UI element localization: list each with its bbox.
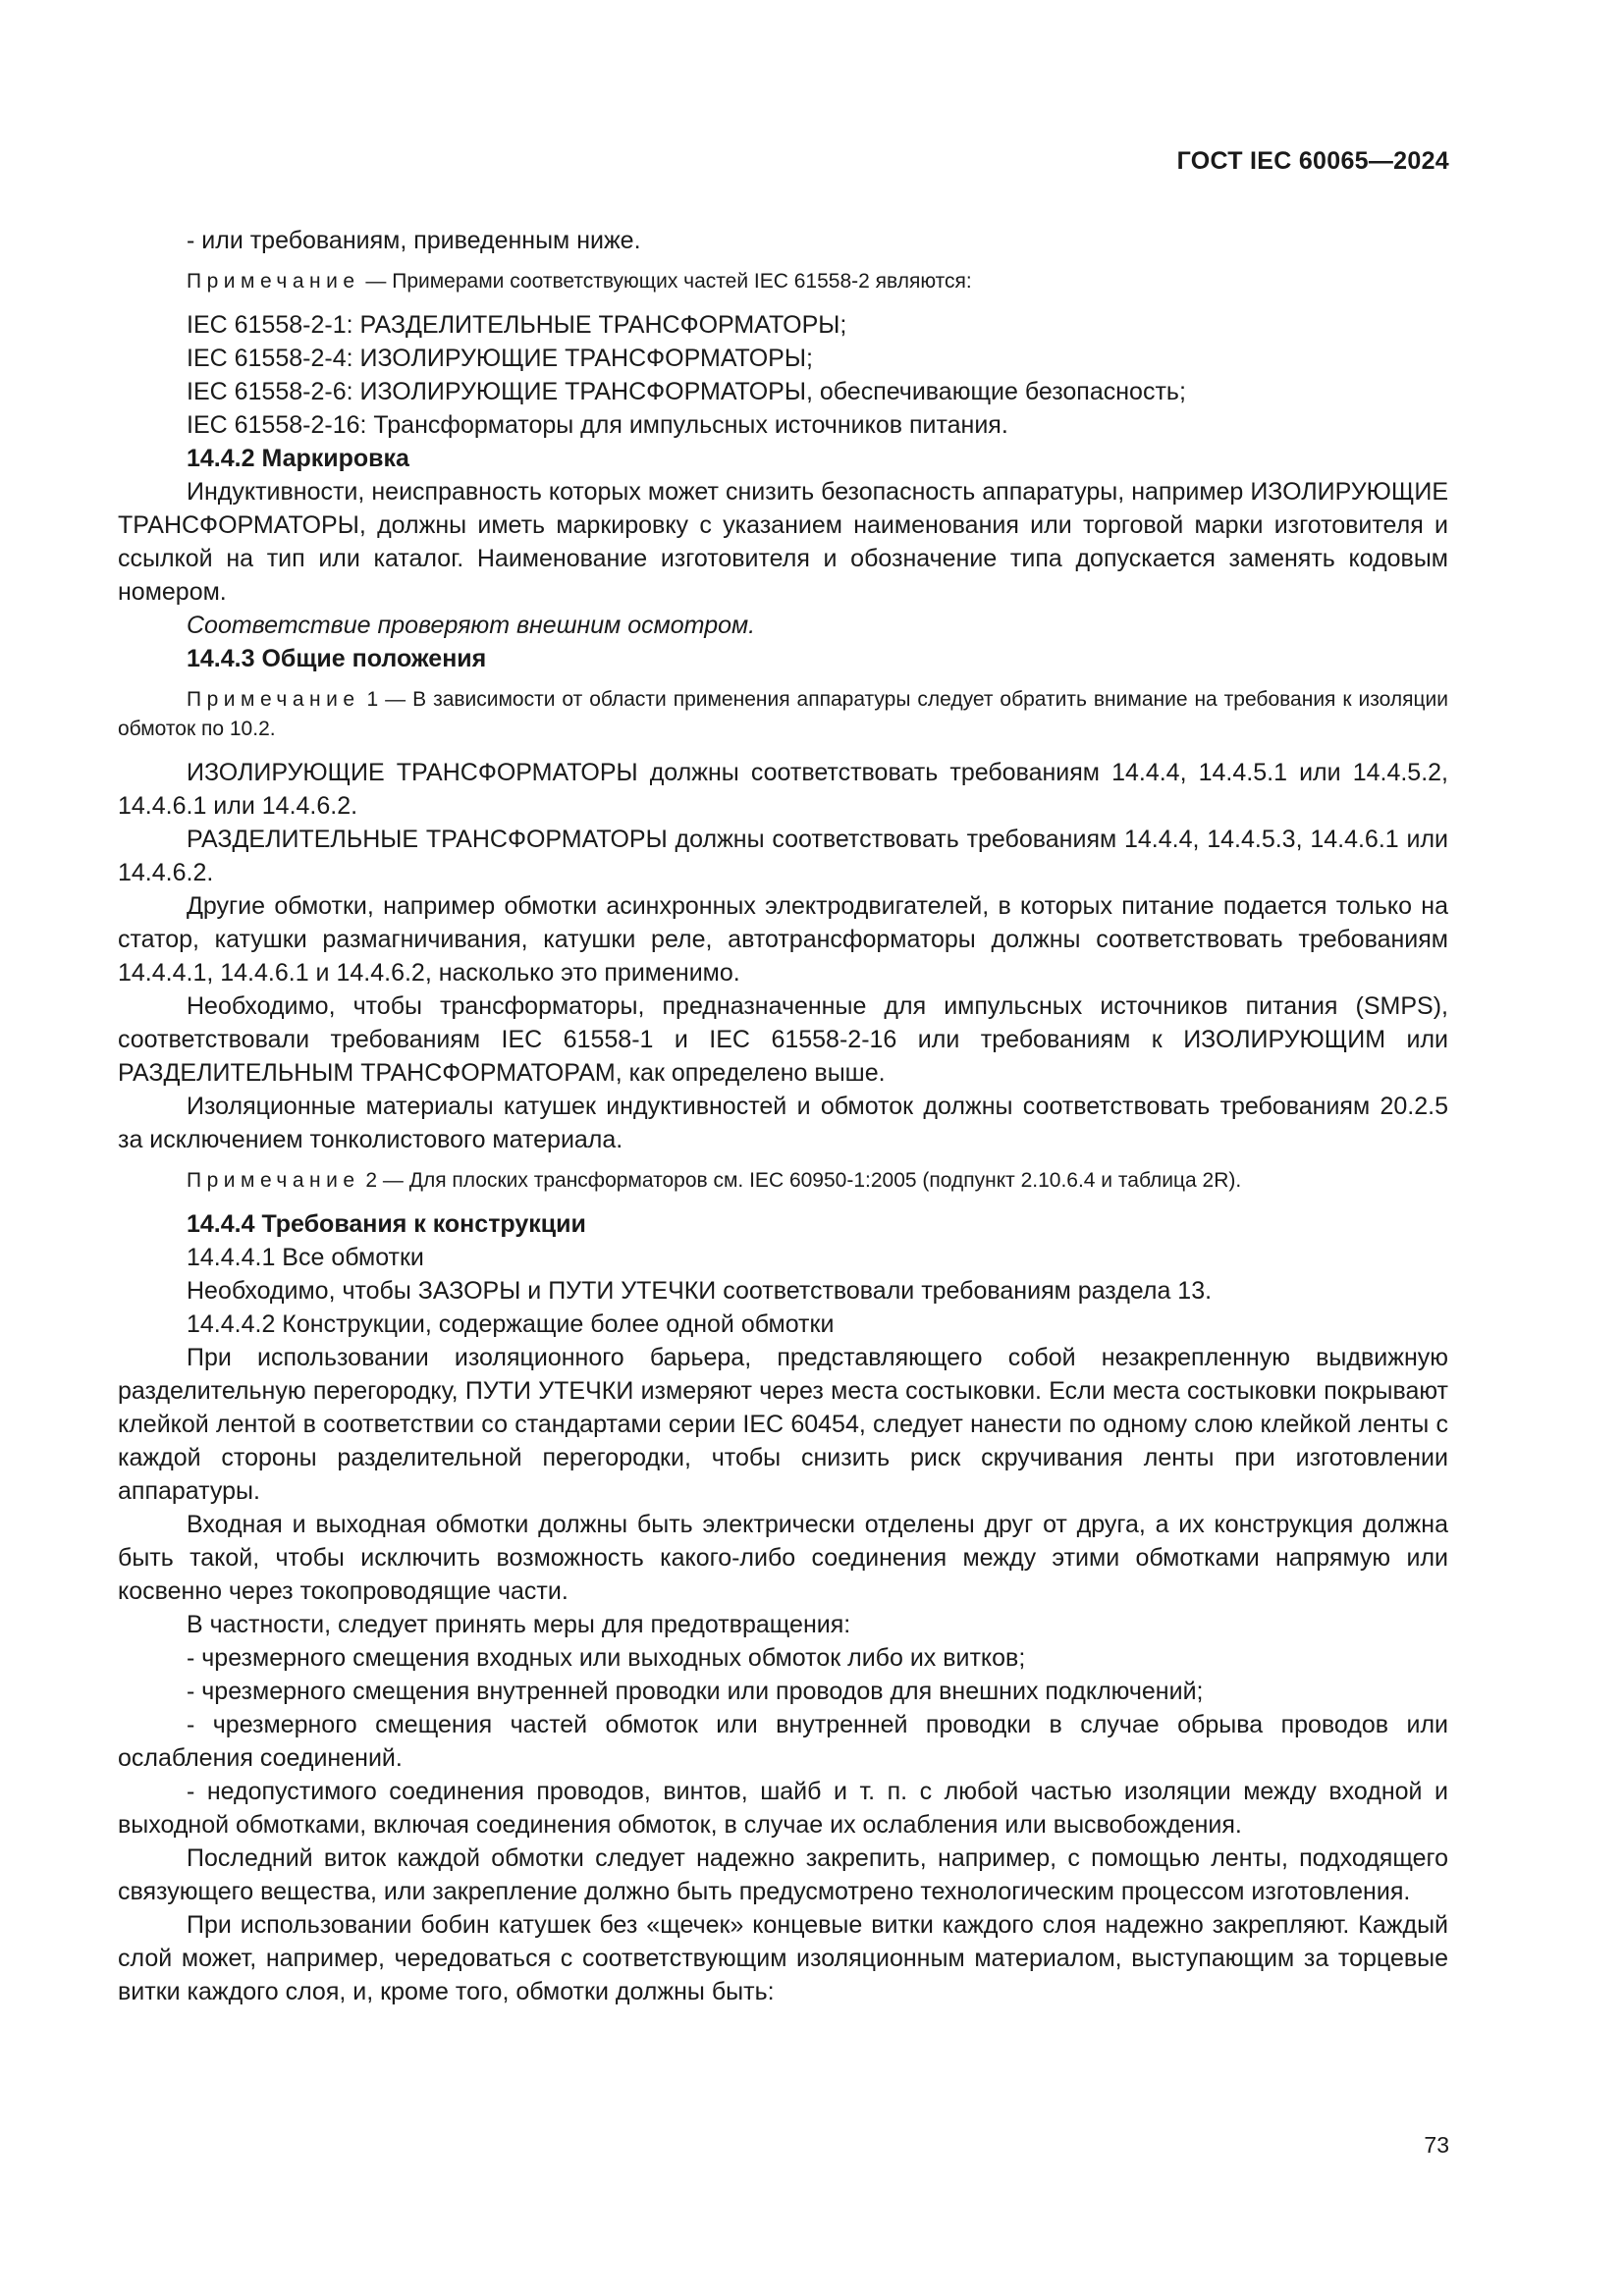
note	[118, 1166, 1448, 1196]
paragraph: В частности, следует принять меры для предотвращения:	[187, 1611, 851, 1638]
list-item: IEC 61558-2-4: ИЗОЛИРУЮЩИЕ ТРАНСФОРМАТОРЫ;	[187, 345, 813, 372]
paragraph: При использовании бобин катушек без «щечек» концевые витки каждого слоя надежно закрепляют. Каждый слой может, например, чередоваться с соответствующим изоляционным материалом, выступающим за торцевые витки каждого слоя, и, кроме того, обмотки должны быть:	[118, 1911, 1448, 2005]
paragraph: Изоляционные материалы катушек индуктивностей и обмоток должны соответствовать требованиям 20.2.5 за исключением тонколистового материала.	[118, 1093, 1448, 1153]
note-label: Примечание	[187, 1169, 360, 1192]
section-heading-14-4-4: 14.4.4 Требования к конструкции	[187, 1210, 586, 1238]
section-heading-14-4-3: 14.4.3 Общие положения	[187, 645, 487, 672]
note	[118, 267, 1448, 296]
note-label: Примечание	[187, 688, 360, 711]
paragraph: При использовании изоляционного барьера, представляющего собой незакрепленную выдвижную разделительную перегородку, ПУТИ УТЕЧКИ измеряют через места состыковки. Если места состыковки покрывают клейкой лентой в соответствии со стандартами серии IEC 60454, следует нанести по одному слою клейкой ленты с каждой стороны разделительной перегородки, чтобы снизить риск скручивания ленты при изготовлении аппаратуры.	[118, 1344, 1448, 1505]
paragraph: Последний виток каждой обмотки следует надежно закрепить, например, с помощью ленты, подходящего связующего вещества, или закрепление должно быть предусмотрено технологическим процессом изготовления.	[118, 1844, 1448, 1905]
note-label: Примечание	[187, 270, 360, 293]
note-text: 2 — Для плоских трансформаторов см. IEC 60950-1:2005 (подпункт 2.10.6.4 и таблица 2R).	[359, 1169, 1242, 1192]
list-item: - недопустимого соединения проводов, винтов, шайб и т. п. с любой частью изоляции между входной и выходной обмотками, включая соединения обмоток, в случае их ослабления или высвобождения.	[118, 1778, 1448, 1839]
paragraph: - или требованиям, приведенным ниже.	[187, 227, 641, 254]
note-text: 1 — В зависимости от области применения аппаратуры следует обратить внимание на требования к изоляции обмоток по 10.2.	[118, 688, 1448, 740]
paragraph: Необходимо, чтобы ЗАЗОРЫ и ПУТИ УТЕЧКИ соответствовали требованиям раздела 13.	[187, 1277, 1213, 1305]
page-number: 73	[1424, 2132, 1449, 2158]
document-header: ГОСТ IEC 60065—2024	[1176, 147, 1449, 175]
paragraph: ИЗОЛИРУЮЩИЕ ТРАНСФОРМАТОРЫ должны соответствовать требованиям 14.4.4, 14.4.5.1 или 14.4.5.2, 14.4.6.1 или 14.4.6.2.	[118, 759, 1448, 820]
list-item: - чрезмерного смещения входных или выходных обмоток либо их витков;	[187, 1644, 1026, 1672]
list-item: IEC 61558-2-16: Трансформаторы для импульсных источников питания.	[187, 411, 1008, 439]
note	[118, 685, 1448, 744]
list-item: IEC 61558-2-1: РАЗДЕЛИТЕЛЬНЫЕ ТРАНСФОРМАТОРЫ;	[187, 311, 847, 339]
paragraph: Индуктивности, неисправность которых может снизить безопасность аппаратуры, например ИЗОЛИРУЮЩИЕ ТРАНСФОРМАТОРЫ, должны иметь маркировку с указанием наименования или торговой марки изготовителя и ссылкой на тип или каталог. Наименование изготовителя и обозначение типа допускается заменять кодовым номером.	[118, 478, 1448, 606]
list-item: - чрезмерного смещения частей обмоток или внутренней проводки в случае обрыва проводов или ослабления соединений.	[118, 1711, 1448, 1772]
list-item: IEC 61558-2-6: ИЗОЛИРУЮЩИЕ ТРАНСФОРМАТОРЫ, обеспечивающие безопасность;	[187, 378, 1186, 405]
note-text: — Примерами соответствующих частей IEC 61558-2 являются:	[359, 270, 972, 293]
section-heading-14-4-2: 14.4.2 Маркировка	[187, 445, 409, 472]
paragraph: Входная и выходная обмотки должны быть электрически отделены друг от друга, а их конструкция должна быть такой, чтобы исключить возможность какого-либо соединения между этими обмотками напрямую или косвенно через токопроводящие части.	[118, 1511, 1448, 1605]
paragraph: РАЗДЕЛИТЕЛЬНЫЕ ТРАНСФОРМАТОРЫ должны соответствовать требованиям 14.4.4, 14.4.5.3, 14.4.6.1 или 14.4.6.2.	[118, 826, 1448, 886]
list-item: - чрезмерного смещения внутренней проводки или проводов для внешних подключений;	[187, 1678, 1204, 1705]
subsection-heading-14-4-4-1: 14.4.4.1 Все обмотки	[187, 1244, 424, 1271]
paragraph: Другие обмотки, например обмотки асинхронных электродвигателей, в которых питание подается только на статор, катушки размагничивания, катушки реле, автотрансформаторы должны соответствовать требованиям 14.4.4.1, 14.4.6.1 и 14.4.6.2, насколько это применимо.	[118, 892, 1448, 987]
page-body	[118, 224, 1448, 2008]
compliance-check: Соответствие проверяют внешним осмотром.	[187, 612, 756, 639]
subsection-heading-14-4-4-2: 14.4.4.2 Конструкции, содержащие более одной обмотки	[187, 1310, 835, 1338]
paragraph: Необходимо, чтобы трансформаторы, предназначенные для импульсных источников питания (SMPS), соответствовали требованиям IEC 61558-1 и IEC 61558-2-16 или требованиям к ИЗОЛИРУЮЩИМ или РАЗДЕЛИТЕЛЬНЫМ ТРАНСФОРМАТОРАМ, как определено выше.	[118, 992, 1448, 1087]
